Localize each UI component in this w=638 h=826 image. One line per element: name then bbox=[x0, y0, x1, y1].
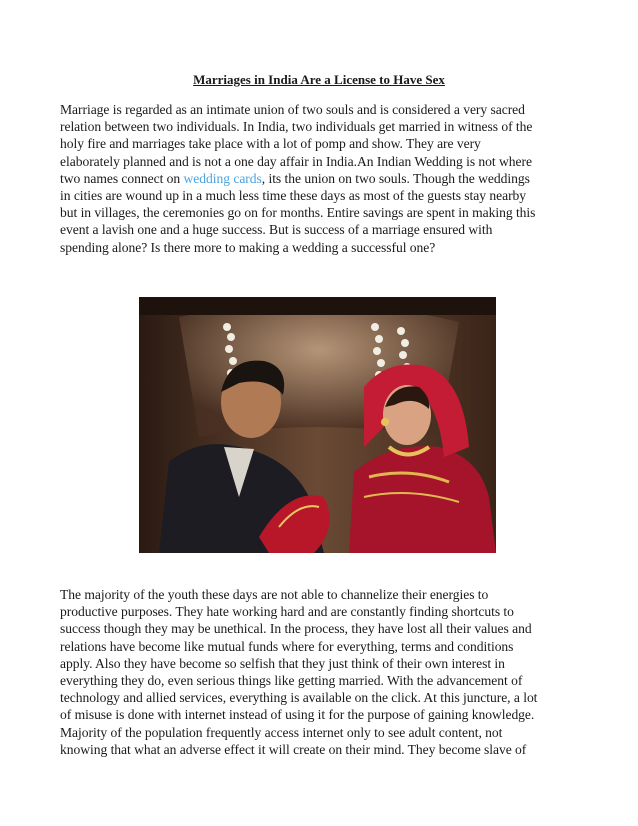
document-title: Marriages in India Are a License to Have Sex bbox=[193, 72, 445, 87]
paragraph-line: apply. Also they have become so selfish that they just think of their own interest in bbox=[60, 655, 505, 671]
paragraph-line: but in villages, the ceremonies go on for months. Entire savings are spent in making this bbox=[60, 205, 536, 221]
wedding-cards-link[interactable]: wedding cards bbox=[183, 170, 262, 186]
paragraph-line: knowing that what an adverse effect it will create on their mind. They become slave of bbox=[60, 741, 527, 757]
paragraph-line-with-link bbox=[60, 170, 580, 187]
paragraph-line: holy fire and marriages take place with a lot of pomp and show. They are very bbox=[60, 136, 481, 152]
paragraph-line: relations have become like mutual funds where for everything, terms and conditions bbox=[60, 638, 514, 654]
paragraph-line: Marriage is regarded as an intimate union of two souls and is considered a very sacred bbox=[60, 102, 525, 117]
paragraph-line: in cities are wound up in a much less time these days as most of the guests stay nearby bbox=[60, 188, 527, 204]
paragraph-line: event a lavish one and a huge success. But is success of a marriage ensured with bbox=[60, 222, 493, 238]
body-paragraph bbox=[60, 586, 580, 758]
line-text-before-link: two names connect on bbox=[60, 170, 184, 186]
paragraph-line: technology and allied services, everything is available on the click. At this juncture, a lot bbox=[60, 690, 538, 706]
paragraph-line: spending alone? Is there more to making a wedding a successful one? bbox=[60, 239, 436, 255]
paragraph-line: Majority of the population frequently access internet only to see adult content, not bbox=[60, 724, 503, 740]
paragraph-line: of misuse is done with internet instead of using it for the purpose of gaining knowledge. bbox=[60, 707, 535, 723]
wedding-couple-photo bbox=[139, 297, 496, 553]
paragraph-line: everything they do, even serious things like getting married. With the advancement of bbox=[60, 673, 523, 689]
intro-paragraph bbox=[60, 101, 580, 256]
paragraph-line: success though they may be unethical. In the process, they have lost all their values and bbox=[60, 621, 532, 637]
paragraph-line: relation between two individuals. In India, two individuals get married in witness of the bbox=[60, 119, 533, 135]
paragraph-line: elaborately planned and is not a one day affair in India.An Indian Wedding is not where bbox=[60, 153, 532, 169]
paragraph-line: productive purposes. They hate working hard and are constantly finding shortcuts to bbox=[60, 604, 514, 620]
paragraph-line: The majority of the youth these days are not able to channelize their energies to bbox=[60, 587, 489, 602]
line-text-after-link: , its the union on two souls. Though the weddings bbox=[261, 170, 530, 186]
